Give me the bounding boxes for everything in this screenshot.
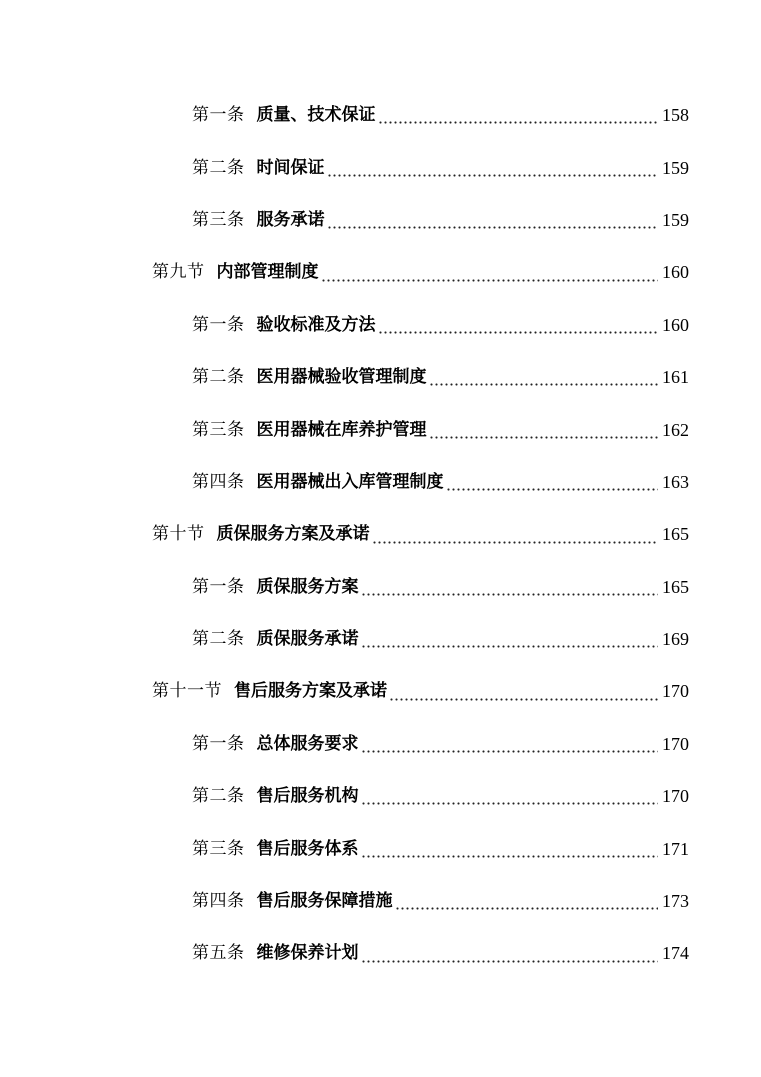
toc-article-entry[interactable] — [0, 822, 761, 874]
dot-leader — [361, 854, 659, 859]
dot-leader — [372, 540, 659, 545]
toc-entry-page-number: 170 — [662, 786, 689, 807]
dot-leader — [395, 906, 659, 911]
dot-leader — [429, 435, 659, 440]
dot-leader — [429, 382, 659, 387]
toc-entry-title: 内部管理制度 — [216, 262, 319, 283]
toc-entry-title: 服务承诺 — [256, 209, 325, 230]
toc-entry-title: 维修保养计划 — [256, 943, 359, 964]
toc-entry-number: 第十节 — [152, 524, 205, 545]
toc-entry-number: 第二条 — [192, 629, 245, 650]
table-of-contents — [0, 89, 761, 980]
toc-entry-page-number: 159 — [662, 209, 689, 230]
toc-entry-number: 第二条 — [192, 367, 245, 388]
toc-entry-title: 质保服务方案及承诺 — [216, 524, 370, 545]
toc-article-entry[interactable] — [0, 770, 761, 822]
toc-entry-title: 时间保证 — [256, 157, 325, 178]
toc-article-entry[interactable] — [0, 456, 761, 508]
toc-entry-number: 第十一节 — [152, 681, 222, 702]
toc-entry-title: 售后服务保障措施 — [256, 891, 393, 912]
toc-entry-title: 售后服务体系 — [256, 838, 359, 859]
toc-article-entry[interactable] — [0, 403, 761, 455]
toc-entry-title: 质量、技术保证 — [256, 105, 376, 126]
toc-entry-number: 第一条 — [192, 733, 245, 754]
toc-entry-number: 第四条 — [192, 891, 245, 912]
toc-entry-number: 第九节 — [152, 262, 205, 283]
toc-article-entry[interactable] — [0, 561, 761, 613]
toc-entry-page-number: 163 — [662, 471, 689, 492]
dot-leader — [321, 278, 659, 283]
toc-section-entry[interactable] — [0, 508, 761, 560]
dot-leader — [327, 225, 659, 230]
toc-entry-page-number: 160 — [662, 262, 689, 283]
toc-entry-page-number: 161 — [662, 367, 689, 388]
dot-leader — [327, 173, 659, 178]
toc-section-entry[interactable] — [0, 246, 761, 298]
toc-entry-number: 第四条 — [192, 471, 245, 492]
toc-entry-page-number: 170 — [662, 681, 689, 702]
toc-entry-number: 第三条 — [192, 419, 245, 440]
toc-entry-number: 第三条 — [192, 838, 245, 859]
toc-entry-page-number: 171 — [662, 838, 689, 859]
toc-entry-title: 总体服务要求 — [256, 733, 359, 754]
toc-article-entry[interactable] — [0, 351, 761, 403]
toc-entry-page-number: 158 — [662, 105, 689, 126]
dot-leader — [378, 120, 659, 125]
toc-entry-number: 第二条 — [192, 157, 245, 178]
toc-entry-page-number: 169 — [662, 629, 689, 650]
toc-entry-number: 第五条 — [192, 943, 245, 964]
toc-entry-title: 医用器械在库养护管理 — [256, 419, 427, 440]
toc-article-entry[interactable] — [0, 89, 761, 141]
toc-entry-number: 第三条 — [192, 209, 245, 230]
toc-entry-page-number: 174 — [662, 943, 689, 964]
toc-entry-title: 质保服务方案 — [256, 576, 359, 597]
toc-entry-title: 售后服务方案及承诺 — [234, 681, 387, 702]
toc-article-entry[interactable] — [0, 875, 761, 927]
toc-entry-number: 第一条 — [192, 314, 245, 335]
toc-entry-page-number: 159 — [662, 157, 689, 178]
dot-leader — [361, 749, 659, 754]
toc-entry-title: 医用器械出入库管理制度 — [256, 471, 444, 492]
toc-entry-page-number: 170 — [662, 733, 689, 754]
dot-leader — [378, 330, 659, 335]
toc-entry-title: 医用器械验收管理制度 — [256, 367, 427, 388]
dot-leader — [389, 697, 658, 702]
dot-leader — [446, 487, 659, 492]
dot-leader — [361, 801, 659, 806]
toc-entry-page-number: 165 — [662, 576, 689, 597]
toc-entry-page-number: 165 — [662, 524, 689, 545]
toc-section-entry[interactable] — [0, 665, 761, 717]
toc-entry-title: 售后服务机构 — [256, 786, 359, 807]
toc-article-entry[interactable] — [0, 613, 761, 665]
toc-article-entry[interactable] — [0, 299, 761, 351]
toc-entry-page-number: 162 — [662, 419, 689, 440]
dot-leader — [361, 644, 659, 649]
dot-leader — [361, 592, 659, 597]
toc-entry-page-number: 173 — [662, 891, 689, 912]
toc-article-entry[interactable] — [0, 194, 761, 246]
toc-article-entry[interactable] — [0, 718, 761, 770]
toc-entry-title: 验收标准及方法 — [256, 314, 376, 335]
toc-article-entry[interactable] — [0, 141, 761, 193]
toc-entry-page-number: 160 — [662, 314, 689, 335]
toc-entry-number: 第一条 — [192, 576, 245, 597]
toc-entry-number: 第二条 — [192, 786, 245, 807]
dot-leader — [361, 959, 659, 964]
toc-entry-number: 第一条 — [192, 105, 245, 126]
toc-entry-title: 质保服务承诺 — [256, 629, 359, 650]
toc-article-entry[interactable] — [0, 927, 761, 979]
